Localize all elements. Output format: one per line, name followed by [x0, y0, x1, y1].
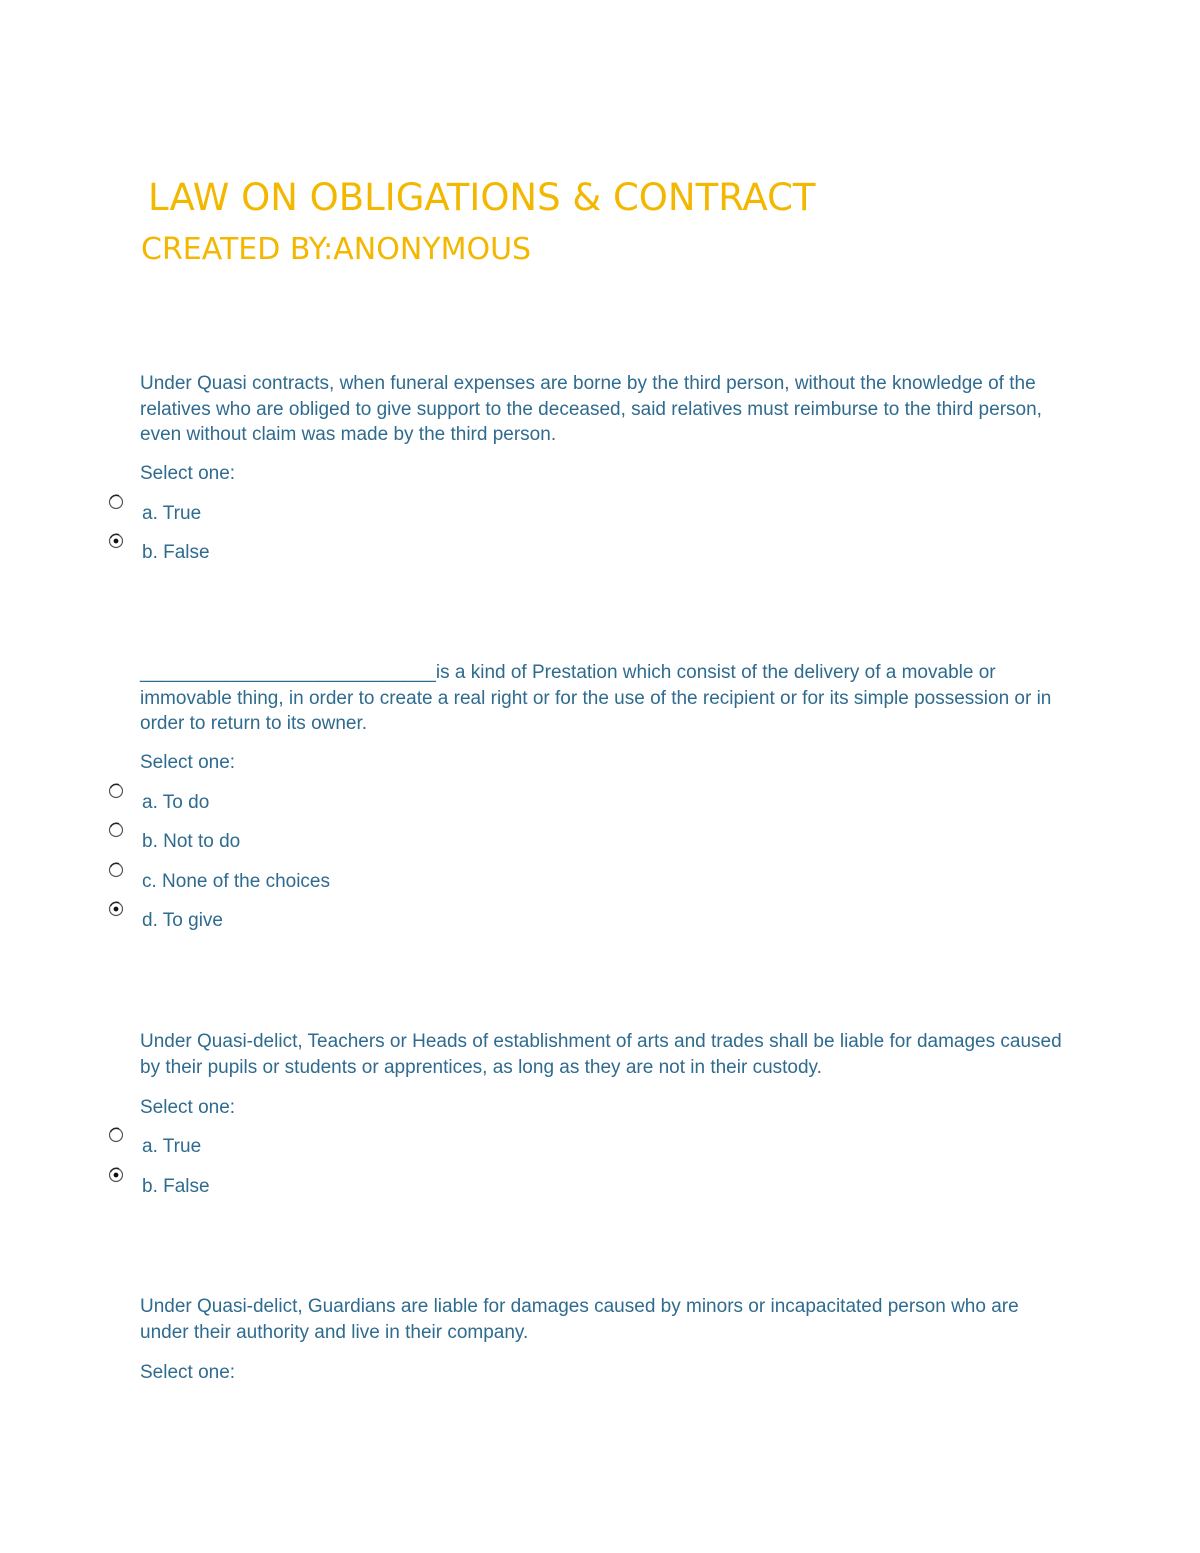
- radio-q2-d-selected[interactable]: [107, 900, 125, 918]
- option-q2-b[interactable]: b. Not to do: [142, 831, 241, 852]
- question-2-text: ____________________________is a kind of Prestation which consist of the delivery of a movable or immovable thing, in order to create a real right or for the use of the recipient or for its simple possession or in order to return to its owner.: [140, 662, 1052, 735]
- radio-q2-c[interactable]: [107, 861, 125, 879]
- question-1-text: Under Quasi contracts, when funeral expenses are borne by the third person, without the knowledge of the relatives who are obliged to give support to the deceased, said relatives must reimburse to the third person, even without claim was made by the third person.: [140, 373, 1042, 446]
- radio-q3-b-selected[interactable]: [107, 1166, 125, 1184]
- radio-q2-b[interactable]: [107, 821, 125, 839]
- option-q2-a[interactable]: a. To do: [142, 792, 210, 813]
- radio-q1-b-selected[interactable]: [107, 532, 125, 550]
- option-q1-b[interactable]: b. False: [142, 542, 210, 563]
- radio-q3-a[interactable]: [107, 1126, 125, 1144]
- option-q1-a[interactable]: a. True: [142, 503, 202, 524]
- question-1-select-prompt: Select one:: [140, 463, 236, 484]
- document-title: LAW ON OBLIGATIONS & CONTRACT: [148, 176, 816, 219]
- question-3-text: Under Quasi-delict, Teachers or Heads of establishment of arts and trades shall be liable for damages caused by their pupils or students or apprentices, as long as they are not in their custody.: [140, 1031, 1062, 1078]
- question-4-text: Under Quasi-delict, Guardians are liable for damages caused by minors or incapacitated person who are under their authority and live in their company.: [140, 1296, 1019, 1343]
- question-2-select-prompt: Select one:: [140, 752, 236, 773]
- document-author: CREATED BY:ANONYMOUS: [141, 232, 532, 267]
- radio-q2-a[interactable]: [107, 782, 125, 800]
- question-4-select-prompt: Select one:: [140, 1362, 236, 1383]
- option-q2-c[interactable]: c. None of the choices: [142, 871, 330, 892]
- option-q2-d[interactable]: d. To give: [142, 910, 223, 931]
- radio-q1-a[interactable]: [107, 493, 125, 511]
- option-q3-b[interactable]: b. False: [142, 1176, 210, 1197]
- option-q3-a[interactable]: a. True: [142, 1136, 202, 1157]
- question-3-select-prompt: Select one:: [140, 1097, 236, 1118]
